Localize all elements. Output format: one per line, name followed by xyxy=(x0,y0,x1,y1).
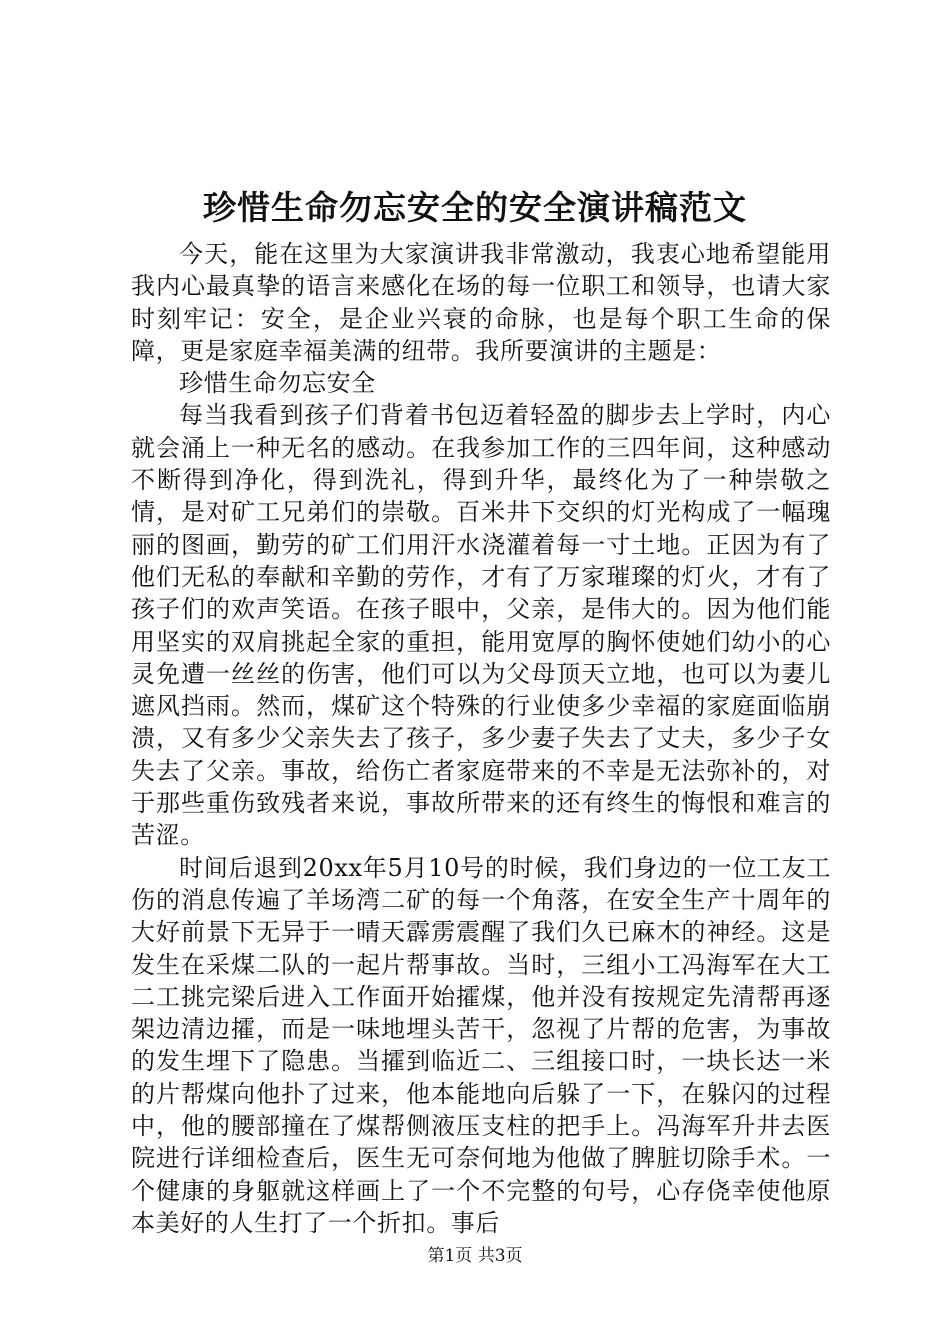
document-title: 珍惜生命勿忘安全的安全演讲稿范文 xyxy=(203,188,747,227)
paragraph-intro: 今天，能在这里为大家演讲我非常激动，我衷心地希望能用我内心最真挚的语言来感化在场的每一位职工和领导，也请大家时刻牢记：安全，是企业兴衰的命脉，也是每个职工生命的保障，更是家庭幸福美满的纽带。我所要演讲的主题是： xyxy=(131,240,831,365)
page-footer: 第1页 共3页 xyxy=(427,1246,523,1266)
paragraph-theme: 珍惜生命勿忘安全 xyxy=(179,369,376,398)
paragraph-incident: 时间后退到20xx年5月10号的时候，我们身边的一位工友工伤的消息传遍了羊场湾二矿的每一个角落，在安全生产十周年的大好前景下无异于一晴天霹雳震醒了我们久已麻木的神经。这是发生在采煤二队的一起片帮事故。当时，三组小工冯海军在大工二工挑完梁后进入工作面开始攉煤，他并没有按规定先清帮再逐架边清边攉，而是一味地埋头苦干，忽视了片帮的危害，为事故的发生埋下了隐患。当攉到临近二、三组接口时，一块长达一米的片帮煤向他扑了过来，他本能地向后躲了一下，在躲闪的过程中，他的腰部撞在了煤帮侧液压支柱的把手上。冯海军升井去医院进行详细检查后，医生无可奈何地为他做了脾脏切除手术。一个健康的身躯就这样画上了一个不完整的句号，心存侥幸使他原本美好的人生打了一个折扣。事后 xyxy=(131,853,831,1237)
document-body xyxy=(131,238,831,1239)
paragraph-admiration: 每当我看到孩子们背着书包迈着轻盈的脚步去上学时，内心就会涌上一种无名的感动。在我参加工作的三四年间，这种感动不断得到净化，得到洗礼，得到升华，最终化为了一种崇敬之情，是对矿工兄弟们的崇敬。百米井下交织的灯光构成了一幅瑰丽的图画，勤劳的矿工们用汗水浇灌着每一寸土地。正因为有了他们无私的奉献和辛勤的劳作，才有了万家璀璨的灯火，才有了孩子们的欢声笑语。在孩子眼中，父亲，是伟大的。因为他们能用坚实的双肩挑起全家的重担，能用宽厚的胸怀使她们幼小的心灵免遭一丝丝的伤害，他们可以为父母顶天立地，也可以为妻儿遮风挡雨。然而，煤矿这个特殊的行业使多少幸福的家庭面临崩溃，又有多少父亲失去了孩子，多少妻子失去了丈夫，多少子女失去了父亲。事故，给伤亡者家庭带来的不幸是无法弥补的，对于那些重伤致残者来说，事故所带来的还有终生的悔恨和难言的苦涩。 xyxy=(131,401,831,850)
